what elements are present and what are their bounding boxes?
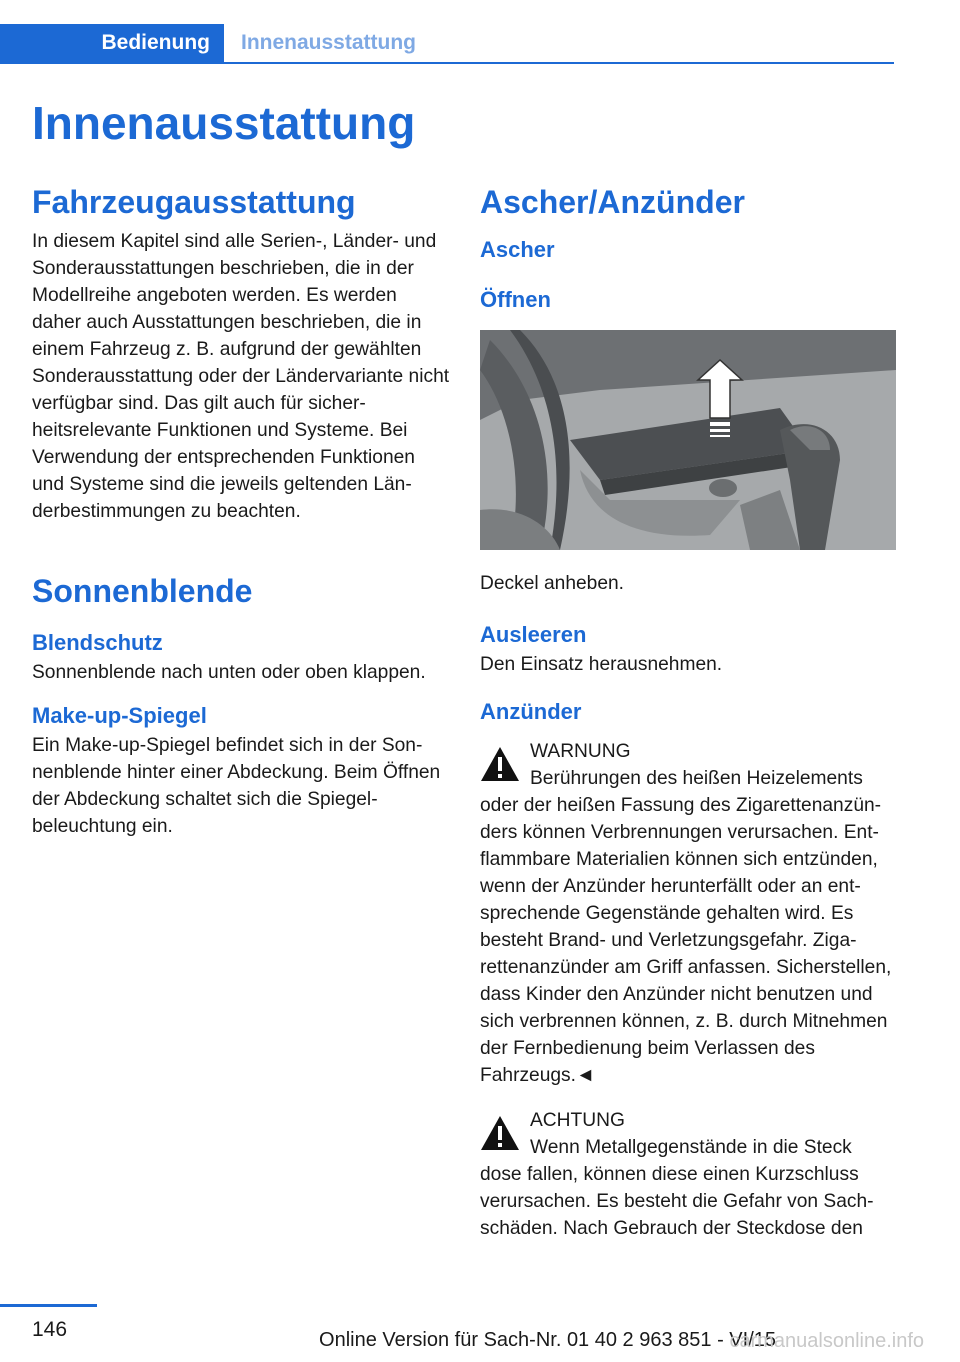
warning-triangle-icon [480, 1115, 520, 1151]
text-fahrzeugausstattung: In diesem Kapitel sind alle Serien-, Länder- und Sonderausstattungen beschrieben, die in der Modellreihe angeboten werden. Es werden daher auch Ausstattungen beschrieben, die in einem Fahrzeug z. B. aufgrund der gewählten Sonderausstattung oder der Ländervariante nicht verfügbar sind. Das gilt auch für sicherheitsrelevante Funktionen und Systeme. Bei Verwendung der entsprechenden Funktionen und Systeme sind die jeweils geltenden Länderbestimmungen zu beachten. [32, 231, 450, 522]
right-column [480, 180, 896, 1242]
page-title: Innenausstattung [32, 97, 416, 149]
text-makeup-spiegel: Ein Make-up-Spiegel befindet sich in der Sonnenblende hinter einer Abdeckung. Beim Öffnen der Abdeckung schaltet sich die Spiegelbeleuchtung ein. [32, 735, 441, 837]
caution-text-first: Wenn Metallgegenstände in die Steck [530, 1137, 852, 1158]
footer-online-version: Online Version für Sach-Nr. 01 40 2 963 851 - VI/15 [319, 1329, 776, 1351]
heading-sonnenblende: Sonnenblende [32, 573, 253, 609]
tab-innenausstattung[interactable]: Innenausstattung [241, 31, 417, 54]
left-column [32, 180, 450, 840]
header-tabs [0, 24, 894, 64]
heading-ascher: Ascher [480, 237, 555, 262]
caution-text: dose fallen, können diese einen Kurzschluss verursachen. Es besteht die Gefahr von Sachschäden. Nach Gebrauch der Steckdose den [480, 1164, 874, 1239]
warning-block [480, 738, 896, 1089]
heading-fahrzeugausstattung: Fahrzeugausstattung [32, 184, 356, 220]
warning-label: WARNUNG [530, 741, 631, 762]
footer-accent-line [0, 1304, 97, 1307]
caption-deckel-anheben: Deckel anheben. [480, 573, 625, 594]
text-ausleeren: Den Einsatz herausnehmen. [480, 654, 723, 675]
tab-bedienung[interactable]: Bedienung [0, 24, 224, 62]
ashtray-photo [480, 330, 896, 550]
heading-anzuender: Anzünder [480, 699, 582, 724]
caution-label: ACHTUNG [530, 1110, 625, 1131]
warning-triangle-icon [480, 746, 520, 782]
heading-ausleeren: Ausleeren [480, 622, 587, 647]
ashtray-illustration [480, 330, 896, 550]
heading-makeup-spiegel: Make-up-Spiegel [32, 703, 207, 728]
warning-text-first: Berührungen des heißen Heizelements [530, 768, 863, 789]
warning-text: oder der heißen Fassung des Zigarettenanzünders können Verbrennungen verursachen. Entflammbare Materialien können sich entzünden, wenn der Anzünder herunterfällt oder an entsprechende Gegenstände gehalten wird. Es besteht Brand- und Verletzungsgefahr. Zigarettenanzünder am Griff anfassen. Sicherstellen, dass Kinder den Anzünder nicht benutzen und sich verbrennen können, z. B. durch Mitnehmen der Fernbedienung beim Verlassen des Fahrzeugs.◄ [480, 795, 892, 1086]
heading-ascher-anzuender: Ascher/Anzünder [480, 184, 745, 220]
watermark: carmanualsonline.info [729, 1330, 924, 1352]
page-number: 146 [32, 1318, 68, 1341]
heading-oeffnen: Öffnen [480, 287, 551, 312]
text-blendschutz: Sonnenblende nach unten oder oben klappen. [32, 662, 426, 683]
caution-block [480, 1107, 896, 1242]
heading-blendschutz: Blendschutz [32, 630, 163, 655]
